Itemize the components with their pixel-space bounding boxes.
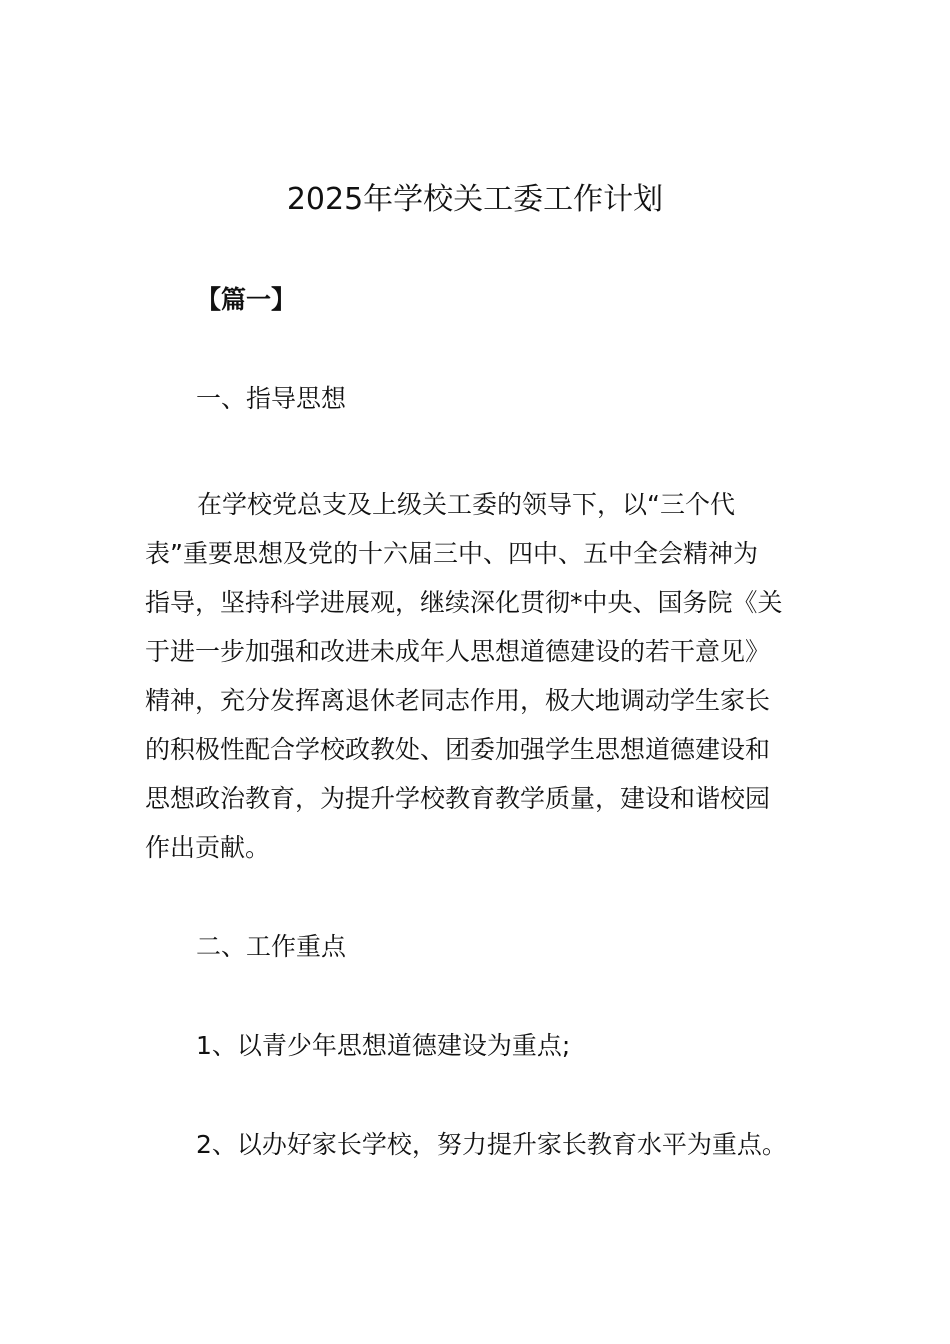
paragraph-line: 于进一步加强和改进未成年人思想道德建设的若干意见》 [145, 637, 771, 666]
paragraph-line: 思想政治教育，为提升学校教育教学质量，建设和谐校园 [145, 784, 771, 813]
paragraph-line: 作出贡献。 [145, 833, 271, 862]
document-title: 2025年学校关工委工作计划 [286, 182, 664, 217]
paragraph-line: 在学校党总支及上级关工委的领导下，以“三个代 [197, 490, 735, 519]
part-label: 【篇一】 [196, 285, 297, 314]
section-heading-guiding-ideology: 一、指导思想 [196, 384, 347, 413]
paragraph-line: 表”重要思想及党的十六届三中、四中、五中全会精神为 [145, 539, 758, 568]
work-focus-item-2: 2、以办好家长学校，努力提升家长教育水平为重点。 [196, 1130, 787, 1159]
paragraph-line: 精神，充分发挥离退休老同志作用，极大地调动学生家长 [145, 686, 771, 715]
guiding-ideology-paragraph [145, 480, 805, 872]
paragraph-line: 的积极性配合学校政教处、团委加强学生思想道德建设和 [145, 735, 771, 764]
section-heading-work-focus: 二、工作重点 [196, 932, 347, 961]
work-focus-item-1: 1、以青少年思想道德建设为重点; [196, 1031, 571, 1060]
paragraph-line: 指导，坚持科学进展观，继续深化贯彻*中央、国务院《关 [145, 588, 783, 617]
